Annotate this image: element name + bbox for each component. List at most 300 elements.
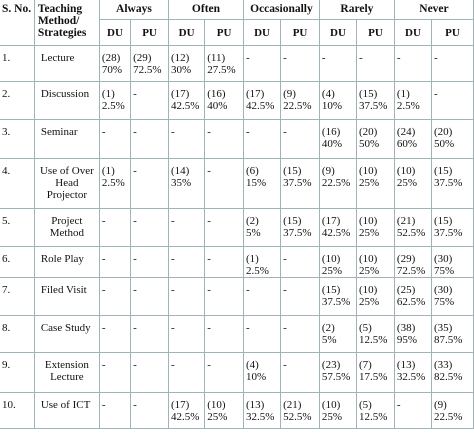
value-cell — [205, 353, 244, 393]
value-cell — [131, 353, 169, 393]
header-du: DU — [168, 20, 204, 46]
value-cell — [168, 159, 204, 209]
percent-value: 22.5% — [321, 177, 351, 189]
percent-value: 12.5% — [359, 411, 388, 423]
count-value: (20) — [434, 126, 453, 138]
count-value: - — [133, 399, 137, 411]
value-cell — [319, 353, 356, 393]
count-value: (2) — [245, 215, 259, 227]
value-cell — [168, 316, 204, 353]
count-value: (33) — [434, 359, 453, 371]
percent-value: 37.5% — [283, 177, 312, 189]
value-cell — [319, 82, 356, 120]
value-cell — [394, 120, 431, 159]
header-occasionally: Occasionally — [243, 0, 319, 20]
count-value: - — [133, 165, 137, 177]
percent-value: 42.5% — [245, 100, 275, 112]
count-value: (30) — [434, 284, 453, 296]
percent-value: 40% — [321, 138, 343, 150]
count-value: - — [396, 52, 401, 64]
value-cell — [99, 393, 130, 429]
percent-value: 57.5% — [321, 371, 351, 383]
header-pu: PU — [281, 20, 320, 46]
header-du: DU — [394, 20, 431, 46]
method-cell — [34, 316, 99, 353]
value-cell — [432, 82, 474, 120]
count-value: (20) — [359, 126, 378, 138]
value-cell — [99, 120, 130, 159]
value-cell — [205, 120, 244, 159]
method-cell — [34, 278, 99, 316]
value-cell — [432, 353, 474, 393]
table-row — [0, 209, 474, 247]
percent-value: 50% — [359, 138, 380, 150]
count-value: - — [283, 52, 287, 64]
percent-value: 35% — [170, 177, 192, 189]
row-number: 8. — [0, 316, 34, 353]
percent-value: 52.5% — [283, 411, 312, 423]
value-cell — [243, 120, 280, 159]
method-cell — [34, 353, 99, 393]
count-value: (28) — [101, 52, 121, 64]
percent-value: 72.5% — [133, 64, 162, 76]
value-cell — [319, 393, 356, 429]
header-pu: PU — [205, 20, 244, 46]
percent-value: 12.5% — [359, 334, 388, 346]
value-cell — [357, 316, 395, 353]
count-value: - — [101, 399, 106, 411]
value-cell — [319, 316, 356, 353]
count-value: (6) — [245, 165, 259, 177]
count-value: (30) — [434, 253, 453, 265]
count-value: - — [283, 359, 287, 371]
value-cell — [281, 316, 320, 353]
percent-value: 72.5% — [396, 265, 426, 277]
header-rarely: Rarely — [319, 0, 394, 20]
percent-value: 2.5% — [101, 100, 125, 112]
row-number: 10. — [0, 393, 34, 429]
value-cell — [243, 316, 280, 353]
percent-value: 32.5% — [245, 411, 275, 423]
percent-value: 25% — [321, 411, 343, 423]
value-cell — [99, 247, 130, 278]
value-cell — [131, 278, 169, 316]
value-cell — [205, 209, 244, 247]
percent-value: 17.5% — [359, 371, 388, 383]
header-du: DU — [243, 20, 280, 46]
count-value: (23) — [321, 359, 341, 371]
percent-value: 2.5% — [101, 177, 125, 189]
count-value: (14) — [170, 165, 190, 177]
row-number: 6. — [0, 247, 34, 278]
value-cell — [205, 316, 244, 353]
value-cell — [432, 247, 474, 278]
value-cell — [168, 247, 204, 278]
count-value: (5) — [359, 399, 372, 411]
value-cell — [357, 120, 395, 159]
percent-value: 37.5% — [283, 227, 312, 239]
header-pu: PU — [131, 20, 169, 46]
count-value: - — [434, 52, 438, 64]
count-value: (1) — [101, 88, 115, 100]
table-row — [0, 159, 474, 209]
value-cell — [432, 46, 474, 82]
value-cell — [243, 393, 280, 429]
percent-value: 15% — [245, 177, 267, 189]
percent-value: 5% — [245, 227, 261, 239]
value-cell — [281, 393, 320, 429]
value-cell — [394, 82, 431, 120]
value-cell — [131, 120, 169, 159]
value-cell — [205, 46, 244, 82]
percent-value: 30% — [170, 64, 192, 76]
method-line: Use of Over — [39, 165, 94, 177]
count-value: (10) — [359, 284, 378, 296]
method-line: Head — [55, 177, 79, 189]
count-value: (16) — [321, 126, 341, 138]
count-value: - — [245, 322, 250, 334]
value-cell — [131, 159, 169, 209]
count-value: - — [101, 284, 106, 296]
method-line: Extension — [44, 359, 89, 371]
table-row — [0, 46, 474, 82]
value-cell — [168, 393, 204, 429]
count-value: (9) — [283, 88, 296, 100]
percent-value: 70% — [101, 64, 123, 76]
value-cell — [243, 278, 280, 316]
value-cell — [205, 278, 244, 316]
count-value: - — [170, 284, 175, 296]
count-value: (29) — [133, 52, 152, 64]
value-cell — [243, 82, 280, 120]
percent-value: 82.5% — [434, 371, 463, 383]
value-cell — [99, 316, 130, 353]
row-number: 9. — [0, 353, 34, 393]
method-cell — [34, 209, 99, 247]
percent-value: 25% — [207, 411, 228, 423]
count-value: - — [359, 52, 363, 64]
percent-value: 37.5% — [359, 100, 388, 112]
percent-value: 22.5% — [283, 100, 312, 112]
method-line: Projector — [46, 189, 88, 201]
value-cell — [394, 159, 431, 209]
percent-value: 25% — [359, 265, 380, 277]
percent-value: 10% — [321, 100, 343, 112]
percent-value: 25% — [359, 177, 380, 189]
count-value: (13) — [245, 399, 265, 411]
count-value: - — [170, 126, 175, 138]
value-cell — [357, 159, 395, 209]
percent-value: 42.5% — [170, 100, 200, 112]
count-value: (15) — [434, 215, 453, 227]
value-cell — [394, 316, 431, 353]
table-header — [0, 0, 474, 46]
count-value: - — [170, 322, 175, 334]
table-row — [0, 247, 474, 278]
method-cell — [34, 120, 99, 159]
value-cell — [168, 46, 204, 82]
percent-value: 60% — [396, 138, 418, 150]
count-value: (21) — [283, 399, 302, 411]
value-cell — [319, 209, 356, 247]
count-value: - — [207, 165, 211, 177]
method-line: Method — [49, 227, 84, 239]
count-value: (10) — [359, 253, 378, 265]
value-cell — [99, 159, 130, 209]
percent-value: 37.5% — [321, 296, 351, 308]
count-value: - — [245, 284, 250, 296]
value-cell — [281, 209, 320, 247]
count-value: - — [133, 253, 137, 265]
count-value: (1) — [101, 165, 115, 177]
count-value: (10) — [396, 165, 416, 177]
method-cell — [34, 393, 99, 429]
percent-value: 62.5% — [396, 296, 426, 308]
table-row — [0, 278, 474, 316]
count-value: - — [283, 126, 287, 138]
value-cell — [131, 393, 169, 429]
count-value: (29) — [396, 253, 416, 265]
count-value: (15) — [283, 215, 302, 227]
value-cell — [357, 278, 395, 316]
value-cell — [99, 82, 130, 120]
count-value: (12) — [170, 52, 190, 64]
method-cell — [34, 82, 99, 120]
count-value: - — [321, 52, 326, 64]
count-value: - — [170, 359, 175, 371]
value-cell — [168, 209, 204, 247]
value-cell — [168, 120, 204, 159]
value-cell — [319, 46, 356, 82]
value-cell — [281, 46, 320, 82]
method-line: Lecture — [50, 371, 84, 383]
count-value: (1) — [396, 88, 410, 100]
count-value: (10) — [359, 215, 378, 227]
count-value: - — [101, 359, 106, 371]
value-cell — [281, 247, 320, 278]
count-value: - — [207, 215, 211, 227]
percent-value: 42.5% — [170, 411, 200, 423]
value-cell — [131, 82, 169, 120]
value-cell — [319, 159, 356, 209]
count-value: (5) — [359, 322, 372, 334]
method-line: Project — [51, 215, 83, 227]
value-cell — [205, 393, 244, 429]
value-cell — [243, 353, 280, 393]
percent-value: 25% — [359, 296, 380, 308]
value-cell — [131, 46, 169, 82]
value-cell — [99, 46, 130, 82]
value-cell — [243, 46, 280, 82]
value-cell — [168, 278, 204, 316]
count-value: - — [133, 88, 137, 100]
count-value: - — [283, 284, 287, 296]
row-number: 3. — [0, 120, 34, 159]
value-cell — [432, 278, 474, 316]
table-row — [0, 82, 474, 120]
count-value: - — [133, 215, 137, 227]
value-cell — [357, 46, 395, 82]
percent-value: 95% — [396, 334, 418, 346]
value-cell — [394, 278, 431, 316]
value-cell — [205, 247, 244, 278]
count-value: - — [133, 359, 137, 371]
method-cell — [34, 159, 99, 209]
value-cell — [205, 82, 244, 120]
percent-value: 32.5% — [396, 371, 426, 383]
count-value: - — [283, 322, 287, 334]
value-cell — [319, 247, 356, 278]
value-cell — [243, 247, 280, 278]
count-value: - — [245, 126, 250, 138]
value-cell — [281, 159, 320, 209]
value-cell — [432, 316, 474, 353]
count-value: (10) — [207, 399, 226, 411]
value-cell — [243, 159, 280, 209]
count-value: (7) — [359, 359, 372, 371]
percent-value: 27.5% — [207, 64, 236, 76]
count-value: (4) — [245, 359, 259, 371]
method-line: Case Study — [40, 322, 91, 334]
count-value: - — [101, 253, 106, 265]
count-value: - — [101, 215, 106, 227]
value-cell — [281, 278, 320, 316]
percent-value: 2.5% — [396, 100, 420, 112]
count-value: (10) — [321, 253, 341, 265]
row-number: 2. — [0, 82, 34, 120]
value-cell — [357, 353, 395, 393]
table-body — [0, 46, 474, 429]
value-cell — [432, 159, 474, 209]
value-cell — [99, 209, 130, 247]
method-cell — [34, 247, 99, 278]
row-number: 7. — [0, 278, 34, 316]
header-method: Teaching Method/ Strategies — [34, 0, 99, 46]
method-line: Discussion — [40, 88, 90, 100]
count-value: (38) — [396, 322, 416, 334]
count-value: - — [245, 52, 250, 64]
count-value: (10) — [321, 399, 341, 411]
count-value: (17) — [170, 399, 190, 411]
count-value: (15) — [434, 165, 453, 177]
header-never: Never — [394, 0, 473, 20]
count-value: - — [207, 253, 211, 265]
count-value: (15) — [359, 88, 378, 100]
value-cell — [432, 120, 474, 159]
percent-value: 50% — [434, 138, 455, 150]
count-value: - — [207, 359, 211, 371]
count-value: (24) — [396, 126, 416, 138]
value-cell — [394, 46, 431, 82]
count-value: - — [434, 88, 438, 100]
header-often: Often — [168, 0, 243, 20]
count-value: - — [170, 215, 175, 227]
percent-value: 87.5% — [434, 334, 463, 346]
count-value: (15) — [321, 284, 341, 296]
count-value: (9) — [434, 399, 447, 411]
value-cell — [319, 120, 356, 159]
count-value: (4) — [321, 88, 335, 100]
count-value: - — [101, 126, 106, 138]
percent-value: 5% — [321, 334, 337, 346]
value-cell — [394, 353, 431, 393]
header-row-groups — [0, 0, 474, 20]
row-number: 1. — [0, 46, 34, 82]
count-value: (1) — [245, 253, 259, 265]
count-value: (2) — [321, 322, 335, 334]
count-value: (15) — [283, 165, 302, 177]
value-cell — [281, 353, 320, 393]
percent-value: 52.5% — [396, 227, 426, 239]
count-value: - — [396, 399, 401, 411]
value-cell — [319, 278, 356, 316]
value-cell — [281, 82, 320, 120]
count-value: (9) — [321, 165, 335, 177]
count-value: (17) — [245, 88, 265, 100]
count-value: (16) — [207, 88, 226, 100]
method-cell — [34, 46, 99, 82]
table-row — [0, 393, 474, 429]
header-pu: PU — [432, 20, 474, 46]
header-sno: S. No. — [0, 0, 34, 46]
percent-value: 40% — [207, 100, 228, 112]
count-value: - — [101, 322, 106, 334]
table-row — [0, 316, 474, 353]
count-value: (11) — [207, 52, 226, 64]
percent-value: 22.5% — [434, 411, 463, 423]
count-value: - — [133, 322, 137, 334]
count-value: (17) — [321, 215, 341, 227]
value-cell — [357, 393, 395, 429]
percent-value: 75% — [434, 265, 455, 277]
count-value: (21) — [396, 215, 416, 227]
row-number: 4. — [0, 159, 34, 209]
value-cell — [168, 82, 204, 120]
method-line: Seminar — [40, 126, 78, 138]
table-row — [0, 353, 474, 393]
count-value: - — [170, 253, 175, 265]
value-cell — [131, 316, 169, 353]
count-value: - — [283, 253, 287, 265]
value-cell — [432, 209, 474, 247]
percent-value: 10% — [245, 371, 267, 383]
percent-value: 37.5% — [434, 227, 463, 239]
table-row — [0, 120, 474, 159]
count-value: - — [207, 322, 211, 334]
method-line: Role Play — [40, 253, 84, 265]
method-line: Filed Visit — [40, 284, 87, 296]
value-cell — [99, 353, 130, 393]
percent-value: 25% — [321, 265, 343, 277]
value-cell — [394, 247, 431, 278]
count-value: (10) — [359, 165, 378, 177]
header-pu: PU — [357, 20, 395, 46]
value-cell — [357, 209, 395, 247]
count-value: (35) — [434, 322, 453, 334]
percent-value: 2.5% — [245, 265, 269, 277]
count-value: - — [207, 284, 211, 296]
count-value: - — [133, 126, 137, 138]
percent-value: 25% — [396, 177, 418, 189]
count-value: - — [133, 284, 137, 296]
percent-value: 42.5% — [321, 227, 351, 239]
value-cell — [168, 353, 204, 393]
count-value: - — [207, 126, 211, 138]
percent-value: 75% — [434, 296, 455, 308]
method-line: Use of ICT — [40, 399, 91, 411]
value-cell — [394, 393, 431, 429]
count-value: (25) — [396, 284, 416, 296]
